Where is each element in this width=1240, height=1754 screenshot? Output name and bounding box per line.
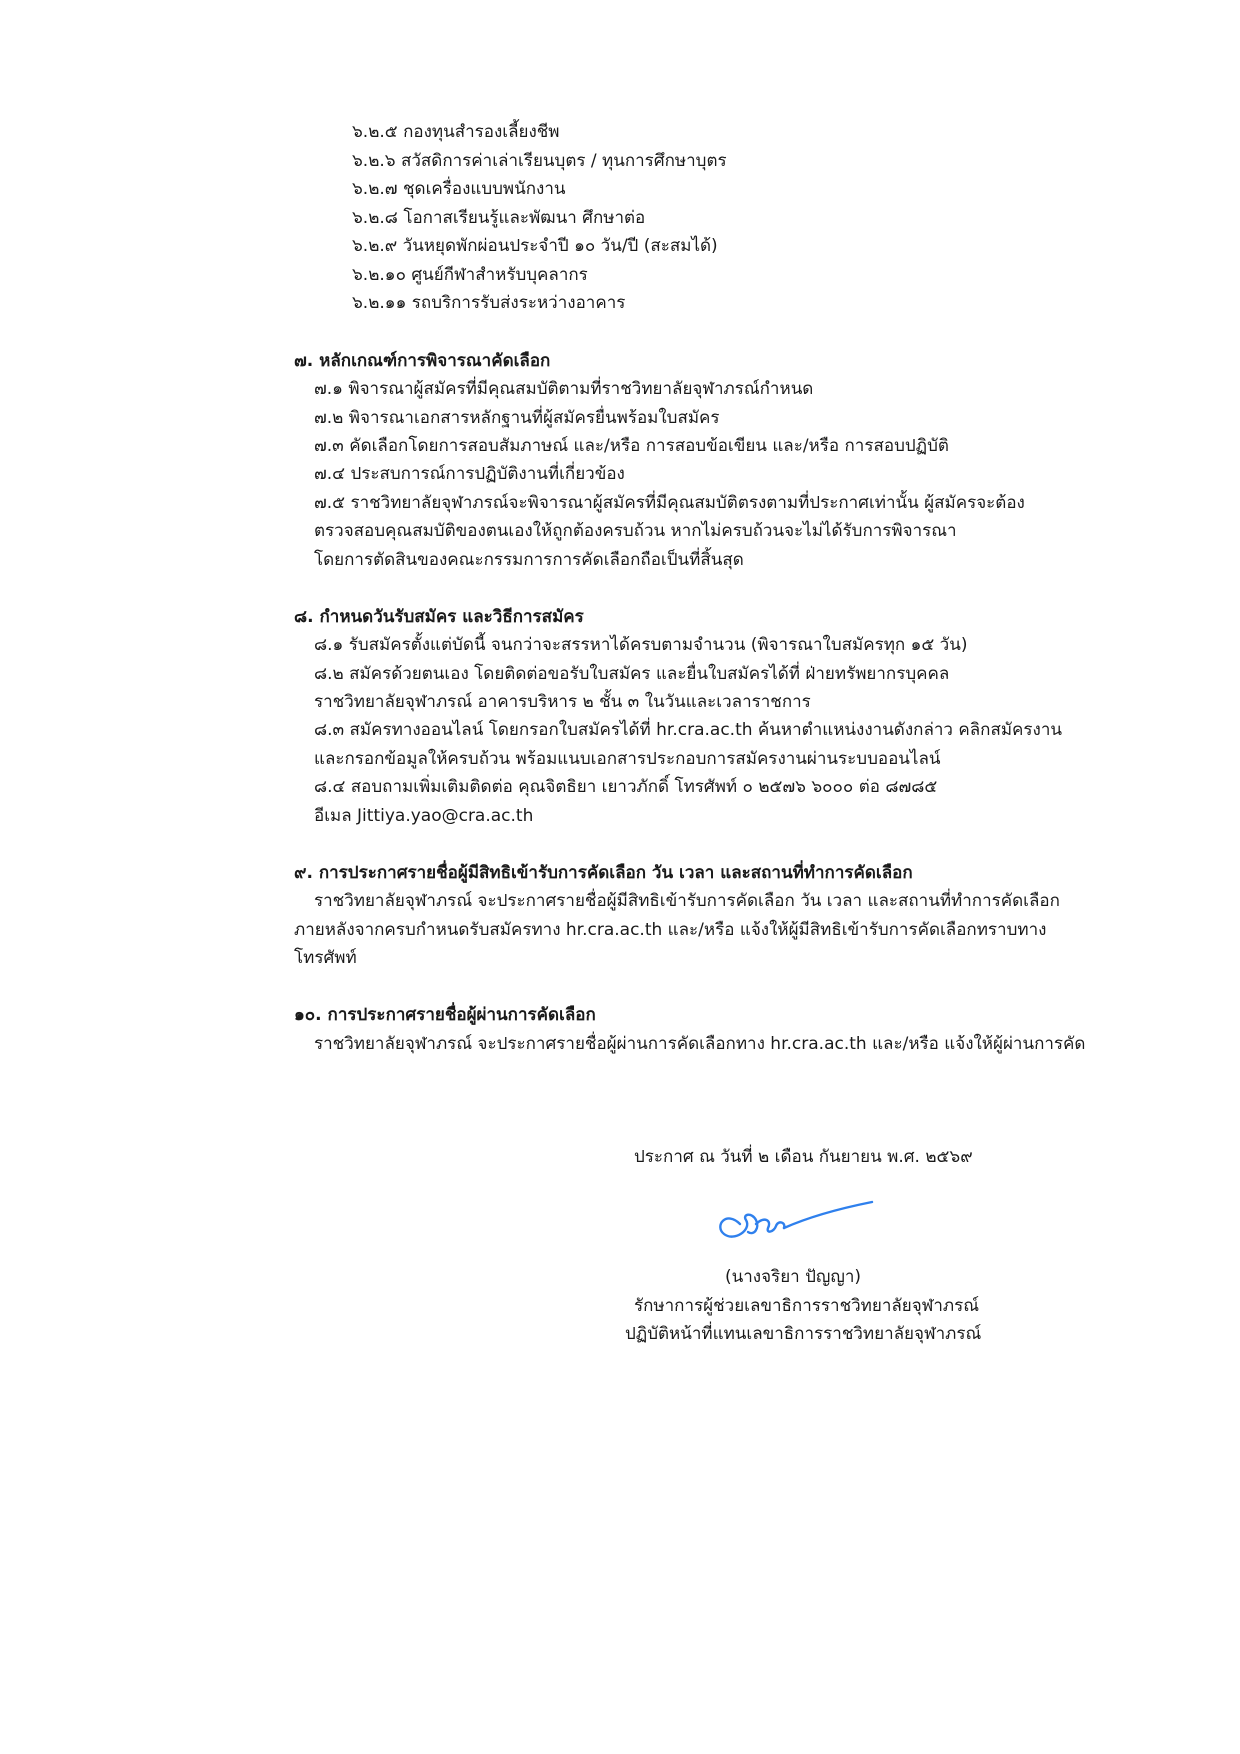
section-8-line: ๘.๓ สมัครทางออนไลน์ โดยกรอกใบสมัครได้ที่ hr.cra.ac.th ค้นหาตำแหน่งงานดังกล่าว คลิกสมัครงาน (314, 720, 1062, 740)
section-10-line: ราชวิทยาลัยจุฬาภรณ์ จะประกาศรายชื่อผู้ผ่านการคัดเลือกทาง hr.cra.ac.th และ/หรือ แจ้งให้ผู้ผ่านการคัด (314, 1034, 1086, 1054)
section-7-line: ๗.๕ ราชวิทยาลัยจุฬาภรณ์จะพิจารณาผู้สมัครที่มีคุณสมบัติตรงตามที่ประกาศเท่านั้น ผู้สมัครจะต้อง (314, 493, 1025, 513)
announce-date: ประกาศ ณ วันที่ ๒ เดือน กันยายน พ.ศ. ๒๕๖๙ (634, 1147, 973, 1167)
section-8-line: ๘.๒ สมัครด้วยตนเอง โดยติดต่อขอรับใบสมัคร และยื่นใบสมัครได้ที่ ฝ่ายทรัพยากรบุคคล (314, 664, 950, 684)
section-7-heading: ๗. หลักเกณฑ์การพิจารณาคัดเลือก (294, 351, 551, 371)
benefit-item: ๖.๒.๗ ชุดเครื่องแบบพนักงาน (352, 179, 566, 199)
section-7-line: ๗.๓ คัดเลือกโดยการสอบสัมภาษณ์ และ/หรือ การสอบข้อเขียน และ/หรือ การสอบปฏิบัติ (314, 436, 949, 456)
section-7-line: ๗.๒ พิจารณาเอกสารหลักฐานที่ผู้สมัครยื่นพร้อมใบสมัคร (314, 408, 720, 428)
section-8-line: ๘.๑ รับสมัครตั้งแต่บัดนี้ จนกว่าจะสรรหาได้ครบตามจำนวน (พิจารณาใบสมัครทุก ๑๕ วัน) (314, 635, 968, 655)
benefit-item: ๖.๒.๖ สวัสดิการค่าเล่าเรียนบุตร / ทุนการศึกษาบุตร (352, 151, 727, 171)
benefit-item: ๖.๒.๙ วันหยุดพักผ่อนประจำปี ๑๐ วัน/ปี (สะสมได้) (352, 236, 718, 256)
signature-image (712, 1190, 882, 1250)
signer-title: รักษาการผู้ช่วยเลขาธิการราชวิทยาลัยจุฬาภรณ์ (634, 1296, 979, 1316)
section-7-line: ๗.๑ พิจารณาผู้สมัครที่มีคุณสมบัติตามที่ราชวิทยาลัยจุฬาภรณ์กำหนด (314, 379, 814, 399)
section-8-line: และกรอกข้อมูลให้ครบถ้วน พร้อมแนบเอกสารประกอบการสมัครงานผ่านระบบออนไลน์ (314, 749, 941, 769)
benefit-item: ๖.๒.๑๑ รถบริการรับส่งระหว่างอาคาร (352, 293, 626, 313)
benefit-item: ๖.๒.๕ กองทุนสำรองเลี้ยงชีพ (352, 122, 560, 142)
signer-name: (นางจริยา ปัญญา) (725, 1267, 862, 1287)
section-8-heading: ๘. กำหนดวันรับสมัคร และวิธีการสมัคร (294, 607, 584, 627)
section-9-line: โทรศัพท์ (294, 948, 357, 968)
section-7-line: โดยการตัดสินของคณะกรรมการการคัดเลือกถือเป็นที่สิ้นสุด (314, 550, 744, 570)
section-8-line: ๘.๔ สอบถามเพิ่มเติมติดต่อ คุณจิตธิยา เยาวภักดิ์ โทรศัพท์ ๐ ๒๕๗๖ ๖๐๐๐ ต่อ ๘๗๘๕ (314, 777, 938, 797)
section-7-line: ตรวจสอบคุณสมบัติของตนเองให้ถูกต้องครบถ้วน หากไม่ครบถ้วนจะไม่ได้รับการพิจารณา (314, 521, 957, 541)
section-9-line: ราชวิทยาลัยจุฬาภรณ์ จะประกาศรายชื่อผู้มีสิทธิเข้ารับการคัดเลือก วัน เวลา และสถานที่ทำการคัดเลือก (314, 891, 1060, 911)
section-8-line: อีเมล Jittiya.yao@cra.ac.th (314, 806, 534, 826)
section-9-line: ภายหลังจากครบกำหนดรับสมัครทาง hr.cra.ac.th และ/หรือ แจ้งให้ผู้มีสิทธิเข้ารับการคัดเลือกทราบทาง (294, 920, 1047, 940)
section-7-line: ๗.๔ ประสบการณ์การปฏิบัติงานที่เกี่ยวข้อง (314, 464, 625, 484)
benefit-item: ๖.๒.๑๐ ศูนย์กีฬาสำหรับบุคลากร (352, 265, 588, 285)
section-8-line: ราชวิทยาลัยจุฬาภรณ์ อาคารบริหาร ๒ ชั้น ๓ ในวันและเวลาราชการ (314, 692, 811, 712)
section-10-heading: ๑๐. การประกาศรายชื่อผู้ผ่านการคัดเลือก (294, 1005, 596, 1025)
benefit-item: ๖.๒.๘ โอกาสเรียนรู้และพัฒนา ศึกษาต่อ (352, 208, 646, 228)
section-9-heading: ๙. การประกาศรายชื่อผู้มีสิทธิเข้ารับการคัดเลือก วัน เวลา และสถานที่ทำการคัดเลือก (294, 863, 913, 883)
signer-title: ปฏิบัติหน้าที่แทนเลขาธิการราชวิทยาลัยจุฬาภรณ์ (625, 1324, 982, 1344)
